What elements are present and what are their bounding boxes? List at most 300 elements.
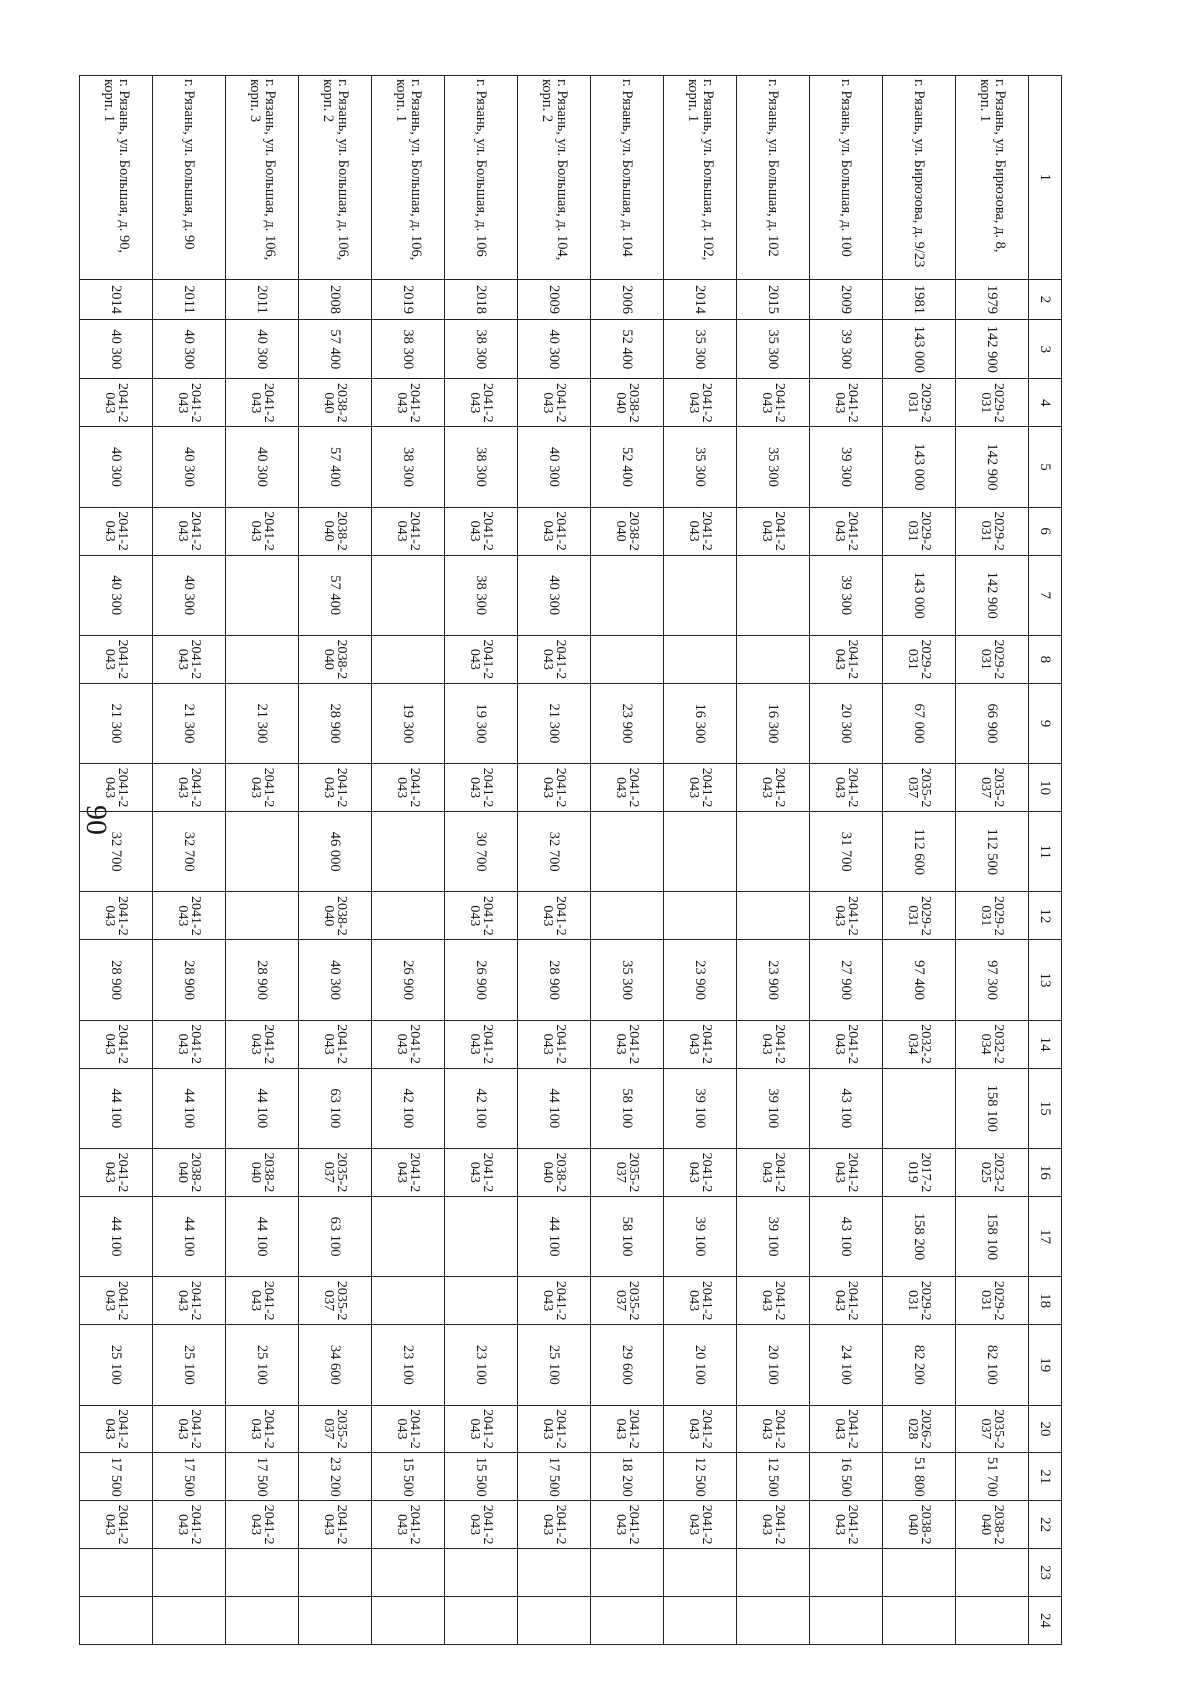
value-cell: 44 100 xyxy=(518,1196,591,1276)
value-cell: 112 600 xyxy=(883,812,956,892)
address-cell: г. Рязань, ул. Бирюзова, д. 9/23 xyxy=(883,76,956,280)
period-cell xyxy=(80,1020,153,1068)
period-text: 2041-2043 xyxy=(467,382,495,423)
column-number-header: 22 xyxy=(1029,1501,1062,1549)
period-cell xyxy=(664,1277,737,1325)
address-cell: г. Рязань, ул. Большая, д. 90 xyxy=(153,76,226,280)
address-cell: г. Рязань, ул. Большая, д. 104, корп. 2 xyxy=(518,76,591,280)
address-cell: г. Рязань, ул. Большая, д. 100 xyxy=(810,76,883,280)
value-cell: 31 700 xyxy=(810,812,883,892)
value-cell xyxy=(80,1549,153,1597)
period-text: 2041-2043 xyxy=(832,1024,860,1064)
value-cell: 35 300 xyxy=(591,940,664,1020)
period-cell xyxy=(737,764,810,812)
period-cell xyxy=(664,892,737,940)
period-cell xyxy=(956,764,1029,812)
value-cell: 43 100 xyxy=(810,1068,883,1148)
period-cell xyxy=(810,379,883,427)
period-text: 2041-2043 xyxy=(540,1409,568,1449)
value-cell: 28 900 xyxy=(299,683,372,763)
period-cell xyxy=(591,1020,664,1068)
value-cell: 28 900 xyxy=(226,940,299,1020)
value-cell: 51 800 xyxy=(883,1453,956,1501)
period-cell xyxy=(372,764,445,812)
period-cell xyxy=(372,379,445,427)
period-cell xyxy=(664,379,737,427)
column-number-header: 8 xyxy=(1029,635,1062,683)
period-text: 2041-2043 xyxy=(175,639,203,680)
period-cell xyxy=(226,507,299,555)
column-number-header: 19 xyxy=(1029,1325,1062,1405)
period-text: 2041-2043 xyxy=(248,382,276,423)
value-cell: 97 300 xyxy=(956,940,1029,1020)
value-cell: 40 300 xyxy=(80,320,153,379)
period-cell xyxy=(445,1277,518,1325)
period-cell xyxy=(153,635,226,683)
column-number-header: 17 xyxy=(1029,1196,1062,1276)
period-cell xyxy=(737,1277,810,1325)
period-text: 2041-2043 xyxy=(832,639,860,680)
value-cell: 40 300 xyxy=(153,320,226,379)
address-cell: г. Рязань, ул. Большая, д. 90, корп. 1 xyxy=(80,76,153,280)
value-cell: 58 100 xyxy=(591,1196,664,1276)
period-text: 2041-2043 xyxy=(759,1504,787,1545)
value-cell xyxy=(299,1596,372,1644)
period-cell xyxy=(372,1277,445,1325)
period-text: 2041-2043 xyxy=(394,1024,422,1064)
column-number-header: 1 xyxy=(1029,76,1062,280)
period-text: 2041-2043 xyxy=(248,1409,276,1449)
value-cell: 34 600 xyxy=(299,1325,372,1405)
period-text: 2041-2043 xyxy=(540,639,568,680)
year-cell: 2014 xyxy=(80,279,153,320)
period-text: 2041-2043 xyxy=(686,767,714,808)
value-cell: 16 500 xyxy=(810,1453,883,1501)
value-cell xyxy=(664,812,737,892)
period-cell xyxy=(956,1277,1029,1325)
period-cell xyxy=(153,1148,226,1196)
value-cell: 39 300 xyxy=(810,427,883,507)
period-text: 2041-2043 xyxy=(759,511,787,551)
value-cell xyxy=(737,555,810,635)
period-text: 2029-2031 xyxy=(905,639,933,680)
period-cell xyxy=(518,1148,591,1196)
value-cell: 26 900 xyxy=(372,940,445,1020)
table-row xyxy=(445,76,518,1645)
value-cell xyxy=(153,1596,226,1644)
value-cell: 23 900 xyxy=(737,940,810,1020)
value-cell: 67 000 xyxy=(883,683,956,763)
period-text: 2029-2031 xyxy=(978,1280,1006,1321)
period-cell xyxy=(518,1277,591,1325)
period-cell xyxy=(664,1501,737,1549)
year-cell: 2011 xyxy=(153,279,226,320)
value-cell: 112 500 xyxy=(956,812,1029,892)
period-cell xyxy=(226,1501,299,1549)
period-cell xyxy=(883,1148,956,1196)
period-cell xyxy=(956,635,1029,683)
period-text: 2041-2043 xyxy=(613,1409,641,1449)
period-text: 2041-2043 xyxy=(540,1024,568,1064)
period-cell xyxy=(518,507,591,555)
column-number-header: 5 xyxy=(1029,427,1062,507)
value-cell: 44 100 xyxy=(80,1068,153,1148)
period-text: 2041-2043 xyxy=(467,1024,495,1064)
period-cell xyxy=(153,379,226,427)
value-cell: 57 400 xyxy=(299,427,372,507)
period-cell xyxy=(445,1148,518,1196)
period-cell xyxy=(664,1405,737,1453)
address-cell: г. Рязань, ул. Большая, д. 106 xyxy=(445,76,518,280)
period-text: 2038-2040 xyxy=(248,1152,276,1193)
period-cell xyxy=(153,764,226,812)
value-cell: 40 300 xyxy=(226,427,299,507)
value-cell: 158 200 xyxy=(883,1196,956,1276)
value-cell: 40 300 xyxy=(518,555,591,635)
value-cell xyxy=(445,1596,518,1644)
table-row xyxy=(956,76,1029,1645)
period-cell xyxy=(737,1501,810,1549)
column-number-header: 13 xyxy=(1029,940,1062,1020)
value-cell: 44 100 xyxy=(226,1196,299,1276)
value-cell: 143 000 xyxy=(883,427,956,507)
period-text: 2041-2043 xyxy=(467,896,495,936)
period-text: 2041-2043 xyxy=(540,767,568,808)
value-cell xyxy=(445,1196,518,1276)
period-cell xyxy=(299,1148,372,1196)
value-cell: 27 900 xyxy=(810,940,883,1020)
value-cell xyxy=(80,1596,153,1644)
period-text: 2041-2043 xyxy=(102,767,130,808)
year-cell: 2015 xyxy=(737,279,810,320)
value-cell: 40 300 xyxy=(80,427,153,507)
value-cell: 40 300 xyxy=(153,555,226,635)
value-cell: 40 300 xyxy=(518,427,591,507)
value-cell: 63 100 xyxy=(299,1068,372,1148)
period-cell xyxy=(518,764,591,812)
period-cell xyxy=(299,764,372,812)
period-cell xyxy=(591,1148,664,1196)
period-text: 2041-2043 xyxy=(467,639,495,680)
table-row xyxy=(153,76,226,1645)
value-cell: 17 500 xyxy=(226,1453,299,1501)
value-cell: 39 300 xyxy=(810,320,883,379)
period-text: 2041-2043 xyxy=(394,382,422,423)
header-row xyxy=(1029,76,1062,1645)
period-cell xyxy=(153,892,226,940)
period-text: 2041-2043 xyxy=(759,767,787,808)
column-number-header: 23 xyxy=(1029,1549,1062,1597)
value-cell xyxy=(737,1549,810,1597)
period-text: 2035-2037 xyxy=(905,767,933,808)
period-text: 2032-2034 xyxy=(978,1024,1006,1064)
table-row xyxy=(664,76,737,1645)
value-cell: 44 100 xyxy=(153,1068,226,1148)
period-cell xyxy=(153,507,226,555)
period-text: 2041-2043 xyxy=(613,767,641,808)
period-cell xyxy=(372,507,445,555)
value-cell xyxy=(591,812,664,892)
period-text: 2041-2043 xyxy=(832,382,860,423)
value-cell: 38 300 xyxy=(372,427,445,507)
address-cell: г. Рязань, ул. Большая, д. 102 xyxy=(737,76,810,280)
value-cell: 35 300 xyxy=(737,427,810,507)
period-text: 2041-2043 xyxy=(102,1152,130,1193)
period-cell xyxy=(810,1020,883,1068)
column-number-header: 10 xyxy=(1029,764,1062,812)
period-cell xyxy=(664,1020,737,1068)
period-text: 2041-2043 xyxy=(759,382,787,423)
value-cell: 16 300 xyxy=(664,683,737,763)
value-cell: 17 500 xyxy=(153,1453,226,1501)
table-row xyxy=(810,76,883,1645)
period-text: 2038-2040 xyxy=(175,1152,203,1193)
column-number-header: 18 xyxy=(1029,1277,1062,1325)
period-text: 2041-2043 xyxy=(248,511,276,551)
value-cell: 26 900 xyxy=(445,940,518,1020)
value-cell xyxy=(518,1549,591,1597)
period-cell xyxy=(153,1020,226,1068)
value-cell xyxy=(810,1549,883,1597)
period-text: 2041-2043 xyxy=(321,1024,349,1064)
value-cell: 40 300 xyxy=(80,555,153,635)
value-cell: 40 300 xyxy=(153,427,226,507)
value-cell: 25 100 xyxy=(518,1325,591,1405)
period-cell xyxy=(591,892,664,940)
address-cell: г. Рязань, ул. Большая, д. 102, корп. 1 xyxy=(664,76,737,280)
period-cell xyxy=(591,1501,664,1549)
period-cell xyxy=(956,379,1029,427)
value-cell: 38 300 xyxy=(372,320,445,379)
column-number-header: 24 xyxy=(1029,1596,1062,1644)
period-cell xyxy=(737,892,810,940)
period-cell xyxy=(810,1405,883,1453)
period-cell xyxy=(518,379,591,427)
period-text: 2041-2043 xyxy=(467,1409,495,1449)
period-cell xyxy=(226,635,299,683)
year-cell: 2014 xyxy=(664,279,737,320)
value-cell: 15 500 xyxy=(372,1453,445,1501)
period-cell xyxy=(883,1501,956,1549)
period-cell xyxy=(80,1501,153,1549)
value-cell xyxy=(956,1549,1029,1597)
period-text: 2041-2043 xyxy=(759,1280,787,1321)
period-cell xyxy=(372,1148,445,1196)
value-cell xyxy=(956,1596,1029,1644)
value-cell: 19 300 xyxy=(445,683,518,763)
period-cell xyxy=(664,635,737,683)
period-text: 2038-2040 xyxy=(978,1504,1006,1545)
value-cell: 17 500 xyxy=(80,1453,153,1501)
value-cell xyxy=(299,1549,372,1597)
period-text: 2041-2043 xyxy=(686,1409,714,1449)
period-text: 2041-2043 xyxy=(394,1409,422,1449)
column-number-header: 9 xyxy=(1029,683,1062,763)
period-cell xyxy=(299,1277,372,1325)
period-text: 2041-2043 xyxy=(248,767,276,808)
column-number-header: 7 xyxy=(1029,555,1062,635)
period-cell xyxy=(226,1405,299,1453)
value-cell: 143 000 xyxy=(883,555,956,635)
value-cell: 38 300 xyxy=(445,555,518,635)
period-cell xyxy=(445,635,518,683)
period-cell xyxy=(299,379,372,427)
period-cell xyxy=(153,1501,226,1549)
period-text: 2041-2043 xyxy=(175,1409,203,1449)
period-text: 2041-2043 xyxy=(467,767,495,808)
value-cell xyxy=(372,812,445,892)
value-cell: 21 300 xyxy=(80,683,153,763)
year-cell: 2009 xyxy=(518,279,591,320)
value-cell: 16 300 xyxy=(737,683,810,763)
column-number-header: 3 xyxy=(1029,320,1062,379)
value-cell xyxy=(883,1596,956,1644)
period-text: 2041-2043 xyxy=(467,1504,495,1545)
address-cell: г. Рязань, ул. Бирюзова, д. 8, корп. 1 xyxy=(956,76,1029,280)
value-cell: 44 100 xyxy=(518,1068,591,1148)
period-cell xyxy=(883,892,956,940)
value-cell: 39 300 xyxy=(810,555,883,635)
column-number-header: 14 xyxy=(1029,1020,1062,1068)
value-cell: 39 100 xyxy=(664,1196,737,1276)
period-text: 2038-2040 xyxy=(613,382,641,423)
period-text: 2041-2043 xyxy=(540,382,568,423)
period-text: 2041-2043 xyxy=(686,1152,714,1193)
value-cell: 25 100 xyxy=(226,1325,299,1405)
value-cell: 51 700 xyxy=(956,1453,1029,1501)
period-text: 2029-2031 xyxy=(905,1280,933,1321)
table-row xyxy=(299,76,372,1645)
value-cell: 39 100 xyxy=(664,1068,737,1148)
period-text: 2041-2043 xyxy=(175,1280,203,1321)
value-cell: 17 500 xyxy=(518,1453,591,1501)
table-row xyxy=(883,76,956,1645)
period-text: 2041-2043 xyxy=(686,1024,714,1064)
value-cell xyxy=(226,555,299,635)
period-text: 2041-2043 xyxy=(394,511,422,551)
year-cell: 1981 xyxy=(883,279,956,320)
period-text: 2041-2043 xyxy=(394,767,422,808)
value-cell: 30 700 xyxy=(445,812,518,892)
value-cell: 158 100 xyxy=(956,1196,1029,1276)
column-number-header: 16 xyxy=(1029,1148,1062,1196)
period-cell xyxy=(810,1148,883,1196)
column-number-header: 11 xyxy=(1029,812,1062,892)
period-cell xyxy=(372,1405,445,1453)
value-cell: 82 200 xyxy=(883,1325,956,1405)
period-text: 2041-2043 xyxy=(832,1152,860,1193)
period-cell xyxy=(518,892,591,940)
value-cell: 57 400 xyxy=(299,320,372,379)
period-cell xyxy=(80,892,153,940)
period-cell xyxy=(372,635,445,683)
period-text: 2041-2043 xyxy=(832,1409,860,1449)
period-text: 2041-2043 xyxy=(175,1024,203,1064)
period-text: 2041-2043 xyxy=(467,511,495,551)
value-cell: 39 100 xyxy=(737,1196,810,1276)
period-cell xyxy=(518,1405,591,1453)
period-text: 2041-2043 xyxy=(321,1504,349,1545)
value-cell: 28 900 xyxy=(80,940,153,1020)
period-cell xyxy=(883,764,956,812)
period-cell xyxy=(883,507,956,555)
column-number-header: 20 xyxy=(1029,1405,1062,1453)
value-cell xyxy=(591,1549,664,1597)
period-cell xyxy=(299,635,372,683)
period-text: 2038-2040 xyxy=(540,1152,568,1193)
period-text: 2041-2043 xyxy=(832,1280,860,1321)
value-cell: 32 700 xyxy=(80,812,153,892)
table-row xyxy=(518,76,591,1645)
period-cell xyxy=(80,1277,153,1325)
period-cell xyxy=(226,1020,299,1068)
year-cell: 2018 xyxy=(445,279,518,320)
value-cell xyxy=(737,1596,810,1644)
period-cell xyxy=(737,1020,810,1068)
value-cell: 52 400 xyxy=(591,320,664,379)
period-cell xyxy=(445,1501,518,1549)
column-number-header: 2 xyxy=(1029,279,1062,320)
period-cell xyxy=(664,764,737,812)
period-cell xyxy=(299,1501,372,1549)
period-cell xyxy=(226,892,299,940)
value-cell xyxy=(737,812,810,892)
column-number-header: 6 xyxy=(1029,507,1062,555)
value-cell: 23 900 xyxy=(591,683,664,763)
period-text: 2026-2028 xyxy=(905,1409,933,1449)
period-text: 2041-2043 xyxy=(321,767,349,808)
year-cell: 2006 xyxy=(591,279,664,320)
period-text: 2017-2019 xyxy=(905,1152,933,1193)
value-cell xyxy=(445,1549,518,1597)
period-text: 2038-2040 xyxy=(321,382,349,423)
value-cell: 35 300 xyxy=(737,320,810,379)
period-cell xyxy=(445,892,518,940)
value-cell xyxy=(591,555,664,635)
period-cell xyxy=(810,892,883,940)
value-cell: 158 100 xyxy=(956,1068,1029,1148)
column-number-header: 15 xyxy=(1029,1068,1062,1148)
period-cell xyxy=(80,764,153,812)
period-cell xyxy=(737,635,810,683)
period-cell xyxy=(226,1277,299,1325)
period-cell xyxy=(80,1405,153,1453)
value-cell: 38 300 xyxy=(445,320,518,379)
period-text: 2041-2043 xyxy=(686,1504,714,1545)
period-cell xyxy=(372,1020,445,1068)
period-text: 2041-2043 xyxy=(394,1152,422,1193)
period-text: 2029-2031 xyxy=(978,639,1006,680)
period-cell xyxy=(445,1405,518,1453)
period-text: 2041-2043 xyxy=(613,1504,641,1545)
column-number-header: 4 xyxy=(1029,379,1062,427)
value-cell xyxy=(226,1549,299,1597)
period-cell xyxy=(226,764,299,812)
period-text: 2035-2037 xyxy=(321,1152,349,1193)
period-text: 2041-2043 xyxy=(686,382,714,423)
period-cell xyxy=(810,764,883,812)
value-cell: 142 900 xyxy=(956,320,1029,379)
period-text: 2041-2043 xyxy=(102,1280,130,1321)
period-cell xyxy=(80,1148,153,1196)
value-cell: 52 400 xyxy=(591,427,664,507)
period-text: 2038-2040 xyxy=(905,1504,933,1545)
period-cell xyxy=(445,764,518,812)
table-row xyxy=(80,76,153,1645)
column-number-header: 12 xyxy=(1029,892,1062,940)
period-cell xyxy=(883,379,956,427)
period-cell xyxy=(518,1020,591,1068)
